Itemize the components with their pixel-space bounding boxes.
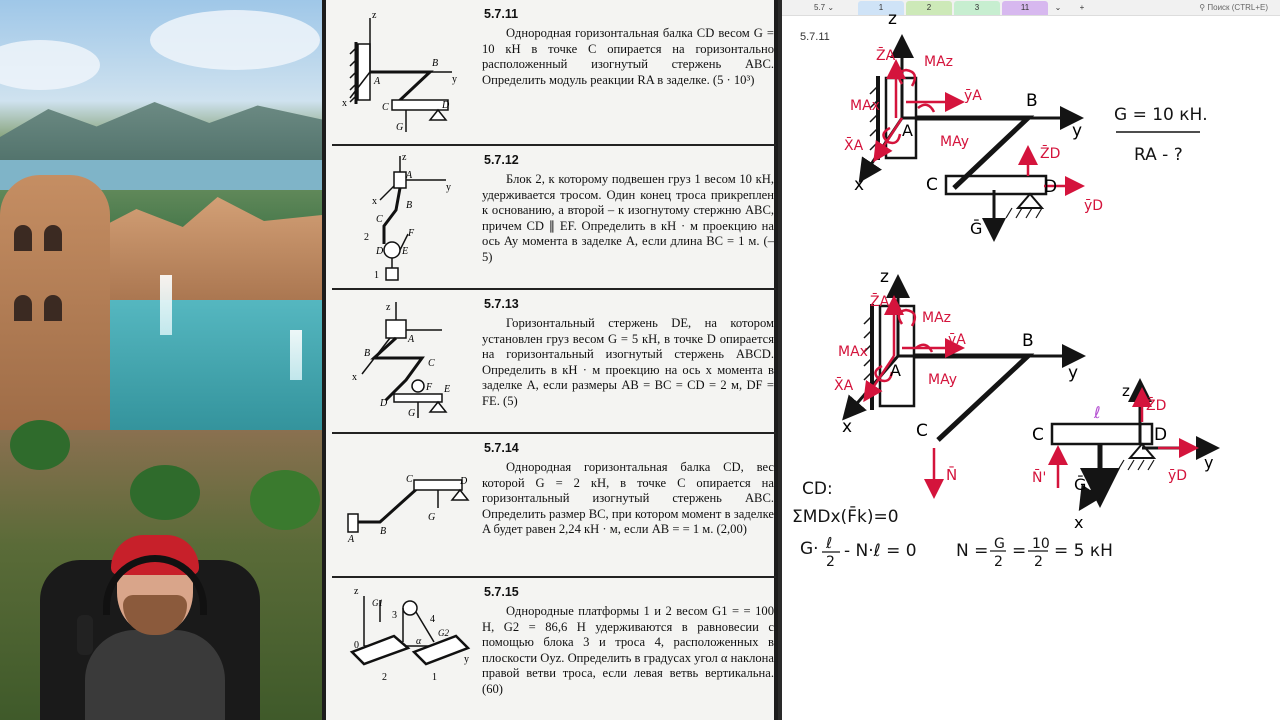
axis-x-label: x bbox=[352, 372, 357, 383]
mountains bbox=[0, 95, 322, 165]
equation-n: N = bbox=[956, 541, 989, 561]
top-point-b: B bbox=[1026, 91, 1038, 111]
axis-z-label: z bbox=[372, 10, 377, 21]
equation-line-a: G· bbox=[800, 539, 819, 559]
hillside-town bbox=[90, 185, 322, 305]
problem-text: Однородная горизонтальная балка CD весом G = 10 кН в точке C опирается на горизонтально расположенный изогнутый стержень ABC. Определить модуль реакции RA в заделке. (5 · 10³) bbox=[482, 26, 774, 87]
bottom-axis-x: x bbox=[842, 417, 853, 437]
top-axis-x: x bbox=[854, 175, 865, 195]
equation-frac-ten: 10 bbox=[1032, 536, 1050, 552]
rope-4-label: 4 bbox=[430, 614, 435, 625]
equation-line-b: - N·ℓ = 0 bbox=[844, 541, 917, 561]
top-point-c: C bbox=[926, 175, 938, 195]
problem-text: Однородная горизонтальная балка CD, вес которой G = 2 кН, в точке C опирается на горизонтальный изогнутый стержень ABC. Определить размер BC, при котором момент в заделке A будет равен 2,24 кН · м, если AB = = 1 м. (2,00) bbox=[482, 460, 774, 536]
problem-5-7-11 bbox=[332, 0, 776, 146]
waterfall bbox=[290, 330, 302, 380]
equation-frac-g-denominator: 2 bbox=[994, 554, 1003, 570]
axis-x-label: x bbox=[342, 98, 347, 109]
top-force-xa: X̄A bbox=[844, 138, 864, 154]
page-selector[interactable]: 5.7 ⌄ bbox=[814, 3, 835, 12]
bottom-point-a: A bbox=[890, 361, 901, 380]
figure-5-7-13 bbox=[334, 294, 474, 430]
point-b-label: B bbox=[406, 200, 413, 211]
problem-5-7-15 bbox=[332, 578, 776, 720]
problem-text: Блок 2, к которому подвешен груз 1 весом 10 кН, удерживается тросом. Один конец троса прикреплен к основанию, а второй – к изогнутому стержню ABC, причем CD ∥ EF. Определить в кН · м проекцию на ось Ay момента в заделке A, если длина BC = 1 м. (–5) bbox=[482, 172, 774, 264]
top-point-d: D bbox=[1044, 177, 1058, 197]
top-axis-y: y bbox=[1072, 121, 1083, 141]
pulley-2-label: 2 bbox=[364, 232, 369, 243]
beam-axis-z: z bbox=[1122, 382, 1130, 400]
beam-axis-y: y bbox=[1204, 453, 1214, 472]
platform-1-label: 1 bbox=[432, 672, 437, 683]
weight-g2-label: G2 bbox=[438, 628, 449, 638]
problem-5-7-14 bbox=[332, 434, 776, 578]
tab-1[interactable]: 1 bbox=[858, 1, 904, 15]
axis-z-label: z bbox=[386, 302, 391, 313]
beam-axis-x: x bbox=[1074, 513, 1084, 532]
unknown-ra: RA - ? bbox=[1134, 145, 1183, 165]
point-c-label: C bbox=[382, 102, 389, 113]
equation-frac-ten-denominator: 2 bbox=[1034, 554, 1043, 570]
pulley-3-label: 3 bbox=[392, 610, 397, 621]
cloud bbox=[0, 40, 100, 90]
add-tab-button[interactable]: + bbox=[1079, 3, 1085, 12]
axis-y-label: y bbox=[446, 182, 451, 193]
top-force-za: Z̄A bbox=[876, 48, 896, 64]
point-f-label: F bbox=[426, 382, 433, 393]
equation-result: = 5 кН bbox=[1054, 541, 1113, 561]
tree bbox=[250, 470, 320, 530]
axis-x-label: x bbox=[372, 196, 377, 207]
bottom-point-b: B bbox=[1022, 331, 1034, 351]
bottom-diagram bbox=[834, 267, 1214, 532]
cloud bbox=[150, 10, 320, 70]
bottom-force-ya: ȳA bbox=[948, 332, 966, 348]
axis-z-label: z bbox=[354, 586, 359, 597]
point-a-label: A bbox=[408, 334, 415, 345]
tab-2[interactable]: 2 bbox=[906, 1, 952, 15]
problem-text: Однородные платформы 1 и 2 весом G1 = = 100 Н, G2 = 86,6 Н удерживаются в равновесии с помощью блока 3 и троса 4, расположенных в плоскости Oyz. Определить в градусах угол α наклона правой ветви троса, если левая ветвь вертикальна. (60) bbox=[482, 604, 774, 696]
axis-y-label: y bbox=[464, 654, 469, 665]
origin-label: 0 bbox=[354, 640, 359, 651]
beam-force-n-prime: N̄' bbox=[1032, 470, 1047, 486]
page-label: 5.7.11 bbox=[800, 31, 830, 43]
axis-y-label: y bbox=[452, 74, 457, 85]
chevron-down-icon: ⌄ bbox=[827, 3, 835, 12]
bottom-moment-may: MAy bbox=[928, 372, 957, 388]
svg-text:=: = bbox=[1012, 541, 1027, 561]
point-d-label: D bbox=[442, 100, 450, 111]
equation-fraction-l: ℓ bbox=[826, 534, 833, 552]
point-b-label: B bbox=[364, 348, 371, 359]
top-force-zd: Z̄D bbox=[1040, 146, 1061, 162]
bottom-force-n: N̄ bbox=[946, 466, 958, 484]
beam-force-zd: Z̄D bbox=[1146, 398, 1167, 414]
problem-5-7-13 bbox=[332, 290, 776, 434]
whiteboard bbox=[782, 0, 1280, 720]
beam-point-c: C bbox=[1032, 425, 1044, 445]
streamer bbox=[95, 535, 215, 720]
point-b-label: B bbox=[432, 58, 439, 69]
problem-text: Горизонтальный стержень DE, на котором установлен груз весом G = 5 кН, в точке D опирается на горизонтальный изогнутый стержень ABCD. Определить в кН · м проекцию на ось x момента в заделке A, если размеры AB = BC = CD = 2 м, DF = FE. (5) bbox=[482, 316, 774, 408]
bottom-force-za: Z̄A bbox=[870, 294, 890, 310]
point-c-label: C bbox=[376, 214, 383, 225]
palace-tower bbox=[0, 175, 110, 445]
top-axis-z: z bbox=[888, 9, 897, 29]
point-d-label: D bbox=[376, 246, 384, 257]
bottom-moment-maz: MAz bbox=[922, 310, 952, 326]
problem-number: 5.7.11 bbox=[484, 7, 519, 21]
top-moment-maz: MAz bbox=[924, 54, 954, 70]
tree bbox=[10, 420, 70, 470]
search-field[interactable]: ⚲ Поиск (CTRL+E) bbox=[1199, 3, 1268, 12]
top-force-yd: ȳD bbox=[1084, 198, 1104, 214]
equation-fraction-two: 2 bbox=[826, 554, 835, 570]
point-a-label: A bbox=[374, 76, 381, 87]
bottom-point-c: C bbox=[916, 421, 928, 441]
point-f-label: F bbox=[408, 228, 415, 239]
point-c-label: C bbox=[428, 358, 435, 369]
top-force-ya: ȳA bbox=[964, 88, 982, 104]
problem-number: 5.7.15 bbox=[484, 585, 519, 599]
bottom-axis-y: y bbox=[1068, 363, 1079, 383]
top-moment-max: MAx bbox=[850, 98, 880, 114]
weight-g1-label: G1 bbox=[372, 598, 383, 608]
figure-5-7-12 bbox=[334, 150, 474, 286]
problem-number: 5.7.13 bbox=[484, 297, 519, 311]
point-d-label: D bbox=[380, 398, 388, 409]
figure-5-7-14 bbox=[334, 438, 474, 574]
waterfall bbox=[160, 275, 172, 335]
equation-frac-g: G bbox=[994, 536, 1005, 552]
point-a-label: A bbox=[348, 534, 355, 545]
equations bbox=[792, 479, 1113, 570]
point-d-label: D bbox=[460, 476, 468, 487]
figure-5-7-11 bbox=[334, 4, 474, 142]
figure-5-7-15 bbox=[334, 582, 474, 718]
top-diagram bbox=[844, 9, 1103, 238]
platform-2-label: 2 bbox=[382, 672, 387, 683]
beam-force-g: Ḡ bbox=[1074, 475, 1087, 494]
top-moment-may: MAy bbox=[940, 134, 969, 150]
angle-alpha-label: α bbox=[416, 636, 422, 647]
bottom-moment-max: MAx bbox=[838, 344, 868, 360]
problem-number: 5.7.14 bbox=[484, 441, 519, 455]
beam-force-yd: ȳD bbox=[1168, 468, 1188, 484]
top-force-g: Ḡ bbox=[970, 219, 983, 238]
axis-z-label: z bbox=[402, 152, 407, 163]
bottom-force-xa: X̄A bbox=[834, 378, 854, 394]
weight-g-label: G bbox=[428, 512, 436, 523]
problem-5-7-12 bbox=[332, 146, 776, 290]
top-point-a: A bbox=[902, 121, 913, 140]
tabs-dropdown-icon[interactable]: ⌄ bbox=[1054, 3, 1062, 12]
moment-sum-equation: ΣMDx(F̄k)=0 bbox=[792, 507, 899, 527]
load-1-label: 1 bbox=[374, 270, 379, 281]
webcam-background bbox=[0, 0, 322, 720]
tree bbox=[130, 465, 200, 520]
problem-book-page bbox=[322, 0, 778, 720]
weight-g-label: G bbox=[408, 408, 416, 419]
tab-3[interactable]: 3 bbox=[954, 1, 1000, 15]
problem-number: 5.7.12 bbox=[484, 153, 519, 167]
tab-11[interactable]: 11 bbox=[1002, 1, 1048, 15]
beam-length-l: ℓ bbox=[1094, 403, 1101, 422]
equation-title: CD: bbox=[802, 479, 833, 499]
given-weight: G = 10 кН. bbox=[1114, 105, 1208, 125]
point-e-label: E bbox=[402, 246, 409, 257]
weight-g-label: G bbox=[396, 122, 404, 133]
point-a-label: A bbox=[406, 170, 413, 181]
beam-point-d: D bbox=[1154, 425, 1168, 445]
point-c-label: C bbox=[406, 474, 413, 485]
search-icon: ⚲ bbox=[1199, 3, 1206, 12]
bottom-axis-z: z bbox=[880, 267, 889, 287]
solution-drawing bbox=[782, 0, 1280, 720]
point-b-label: B bbox=[380, 526, 387, 537]
point-e-label: E bbox=[444, 384, 451, 395]
